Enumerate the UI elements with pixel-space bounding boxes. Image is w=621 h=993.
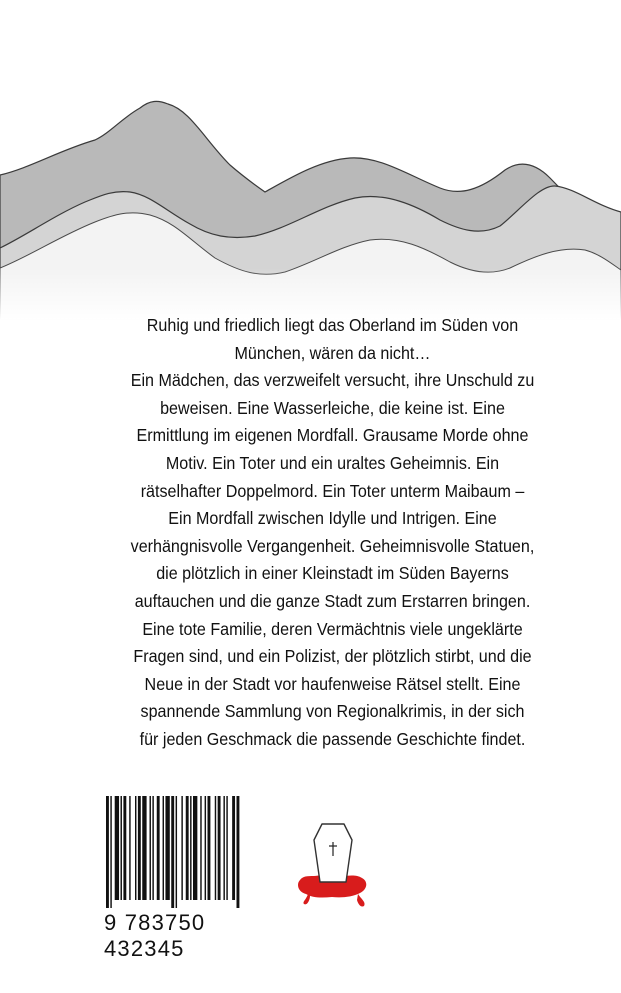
- blurb-line: verhängnisvolle Vergangenheit. Geheimnisvolle Statuen,: [130, 535, 535, 556]
- barcode-bar: [218, 796, 221, 900]
- barcode-bar: [157, 796, 160, 900]
- barcode-bar: [193, 796, 197, 900]
- barcode-bar: [138, 796, 141, 900]
- mountain-range-illustration: [0, 0, 621, 320]
- barcode-bar: [215, 796, 216, 900]
- barcode-bar: [237, 796, 240, 908]
- barcode-bar: [121, 796, 122, 900]
- coffin-blood-icon: [292, 818, 374, 914]
- barcode-bar: [223, 796, 224, 900]
- barcode-bar: [142, 796, 146, 900]
- blurb-line: rätselhafter Doppelmord. Ein Toter unterm Maibaum –: [140, 480, 525, 501]
- barcode-bar: [205, 796, 206, 900]
- blurb-line: Eine tote Familie, deren Vermächtnis viele ungeklärte: [142, 618, 523, 639]
- blurb-line: auftauchen und die ganze Stadt zum Erstarren bringen.: [134, 590, 531, 611]
- barcode-bar: [115, 796, 119, 900]
- barcode-bar: [135, 796, 136, 900]
- blurb-line: spannende Sammlung von Regionalkrimis, in der sich: [140, 701, 525, 722]
- barcode-icon: [104, 796, 280, 908]
- isbn-number: 9 783750 432345: [104, 910, 206, 961]
- blurb-line: für jeden Geschmack die passende Geschichte findet.: [139, 728, 526, 749]
- barcode-bar: [181, 796, 182, 900]
- blurb-line: Motiv. Ein Toter und ein uraltes Geheimnis. Ein: [165, 452, 500, 473]
- barcode-bar: [165, 796, 169, 900]
- barcode-bar: [208, 796, 211, 900]
- barcode-bar: [200, 796, 201, 900]
- barcode-bar: [163, 796, 164, 900]
- barcode-bar: [129, 796, 130, 900]
- blurb-line: Neue in der Stadt vor haufenweise Rätsel stellt. Eine: [144, 673, 521, 694]
- barcode-bar: [123, 796, 126, 900]
- barcode-bar: [232, 796, 235, 900]
- blurb-line: Ein Mordfall zwischen Idylle und Intrigen. Eine: [168, 508, 497, 529]
- barcode-bar: [110, 796, 111, 908]
- barcode-bar: [186, 796, 189, 900]
- barcode-bar: [190, 796, 191, 900]
- blurb-line: Ruhig und friedlich liegt das Oberland im Süden von: [146, 315, 519, 335]
- blurb-line: Ermittlung im eigenen Mordfall. Grausame Morde ohne: [136, 425, 529, 446]
- blurb-line: Ein Mädchen, das verzweifelt versucht, ihre Unschuld zu: [130, 370, 535, 391]
- blurb-line: beweisen. Eine Wasserleiche, die keine ist. Eine: [160, 397, 505, 418]
- barcode-bar: [150, 796, 151, 900]
- blurb-line: die plötzlich in einer Kleinstadt im Süden Bayerns: [156, 563, 509, 584]
- barcode-bar: [152, 796, 153, 900]
- blurb-line: München, wären da nicht…: [234, 342, 431, 363]
- back-cover-blurb: [128, 312, 537, 754]
- barcode-bar: [176, 796, 177, 908]
- barcode-bar: [106, 796, 109, 908]
- barcode-bar: [171, 796, 174, 908]
- blurb-line: Fragen sind, und ein Polizist, der plötzlich stirbt, und die: [133, 646, 532, 667]
- barcode-bar: [226, 796, 227, 900]
